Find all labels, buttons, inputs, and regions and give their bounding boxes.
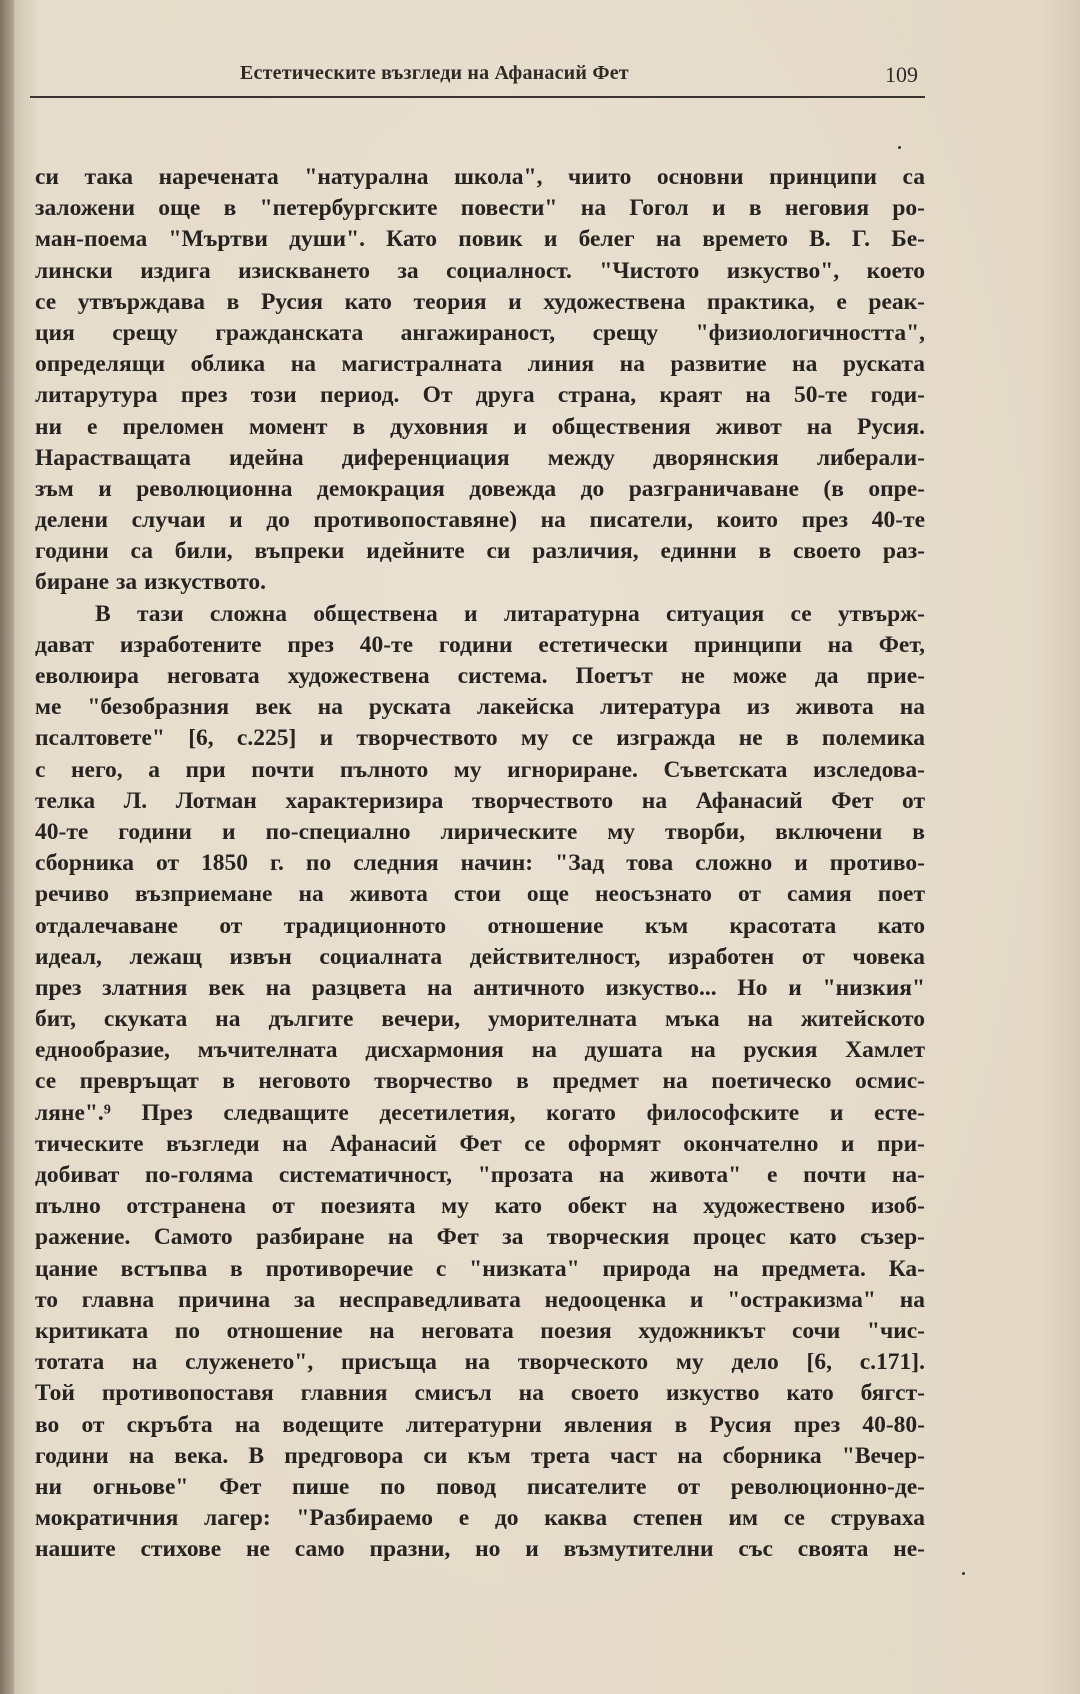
text-line: години са били, въпреки идейните си различия, единни в своето раз- (35, 538, 925, 565)
text-line: делени случаи и до противопоставяне) на писатели, които през 40-те (35, 507, 925, 534)
text-line: лински издига изискването за социалност. "Чистото изкуство", което (35, 257, 925, 284)
text-line: цание встъпва в противоречие с "низката" природа на предмета. Ка- (35, 1255, 925, 1282)
page-number: 109 (885, 62, 918, 87)
text-line: ражение. Самото разбиране на Фет за творческия процес като съзер- (35, 1224, 925, 1251)
text-line: литарутура през този период. От друга страна, краят на 50-те годи- (35, 382, 925, 409)
text-line: тотата на служенето", присъща на творческото му дело [6, с.171]. (35, 1349, 925, 1376)
text-line: ме "безобразния век на руската лакейска литература из живота на (35, 694, 925, 721)
text-line: заложени още в "петербургските повести" на Гогол и в неговия ро- (35, 195, 925, 222)
text-line: отдалечаване от традиционното отношение към красотата като (35, 912, 925, 939)
text-line: критиката по отношение на неговата поезия художникът сочи "чис- (35, 1317, 925, 1344)
paragraph (35, 162, 925, 599)
text-line: с него, а при почти пълното му игнориране. Съветската изследова- (35, 756, 925, 783)
text-line: ляне".⁹ През следващите десетилетия, когато философските и есте- (35, 1099, 925, 1126)
text-line: идеал, лежащ извън социалната действителност, изработен от човека (35, 943, 925, 970)
text-line: мократичния лагер: "Разбираемо е до каква степен им се струваха (35, 1505, 925, 1532)
text-line: зъм и революционна демокрация довежда до разграничаване (в опре- (35, 475, 925, 502)
text-line: тическите възгледи на Афанасий Фет се оформят окончателно и при- (35, 1130, 925, 1157)
text-line: 40-те години и по-специално лирическите му творби, включени в (35, 818, 925, 845)
text-line: години на века. В предговора си към трета част на сборника "Вечер- (35, 1442, 925, 1469)
text-line: през златния век на разцвета на античното изкуство... Но и "низкия" (35, 974, 925, 1001)
paragraph (35, 599, 925, 1566)
text-line: сборника от 1850 г. по следния начин: "Зад това сложно и противо- (35, 850, 925, 877)
text-line: пълно отстранена от поезията му като обект на художествено изоб- (35, 1193, 925, 1220)
text-line: нашите стихове не само празни, но и възмутителни със своята не- (35, 1536, 925, 1563)
body-text (35, 162, 925, 1565)
text-line: еволюира неговата художествена система. Поетът не може да прие- (35, 663, 925, 689)
header-rule (30, 96, 925, 98)
text-line: добиват по-голяма систематичност, "прозата на живота" е почти на- (35, 1162, 925, 1188)
text-line: си така наречената "натурална школа", чиито основни принципи са (35, 164, 925, 190)
text-line: биране за изкуството. (35, 569, 267, 596)
text-line: Той противопоставя главния смисъл на своето изкуство като бягст- (35, 1380, 925, 1407)
text-line: еднообразие, мъчителната дисхармония на душата на руския Хамлет (35, 1037, 925, 1064)
text-line: речиво възприемане на живота стои още неосъзнато от самия поет (35, 881, 925, 908)
text-line: Нарастващата идейна диференциация между дворянския либерали- (35, 444, 925, 471)
text-line: ни огньове" Фет пише по повод писателите от революционно-де- (35, 1473, 925, 1500)
text-line: определящи облика на магистралната линия на развитие на руската (35, 351, 925, 378)
text-line: В тази сложна обществена и литаратурна ситуация се утвърж- (95, 600, 925, 627)
page-binding-shadow (0, 0, 14, 1694)
text-line: се утвърждава в Русия като теория и художествена практика, е реак- (35, 288, 925, 315)
text-line: ни е преломен момент в духовния и обществения живот на Русия. (35, 413, 925, 440)
text-line: во от скръбта на водещите литературни явления в Русия през 40-80- (35, 1411, 925, 1438)
text-line: телка Л. Лотман характеризира творчеството на Афанасий Фет от (35, 787, 925, 814)
text-line: бит, скуката на дългите вечери, уморителната мъка на житейското (35, 1006, 925, 1033)
text-line: ман-поема "Мъртви души". Като повик и белег на времето В. Г. Бе- (35, 226, 925, 253)
print-speck (898, 146, 901, 149)
text-line: псалтовете" [6, с.225] и творчеството му се изгражда не в полемика (35, 725, 925, 752)
running-head: Естетическите възгледи на Афанасий Фет (240, 62, 629, 84)
text-line: ция срещу гражданската ангажираност, срещу "физиологичността", (35, 319, 925, 346)
text-line: дават изработените през 40-те години естетически принципи на Фет, (35, 631, 925, 658)
print-speck (962, 1572, 965, 1575)
text-line: то главна причина за несправедливата недооценка и "остракизма" на (35, 1286, 925, 1313)
text-line: се превръщат в неговото творчество в предмет на поетическо осмис- (35, 1068, 925, 1095)
